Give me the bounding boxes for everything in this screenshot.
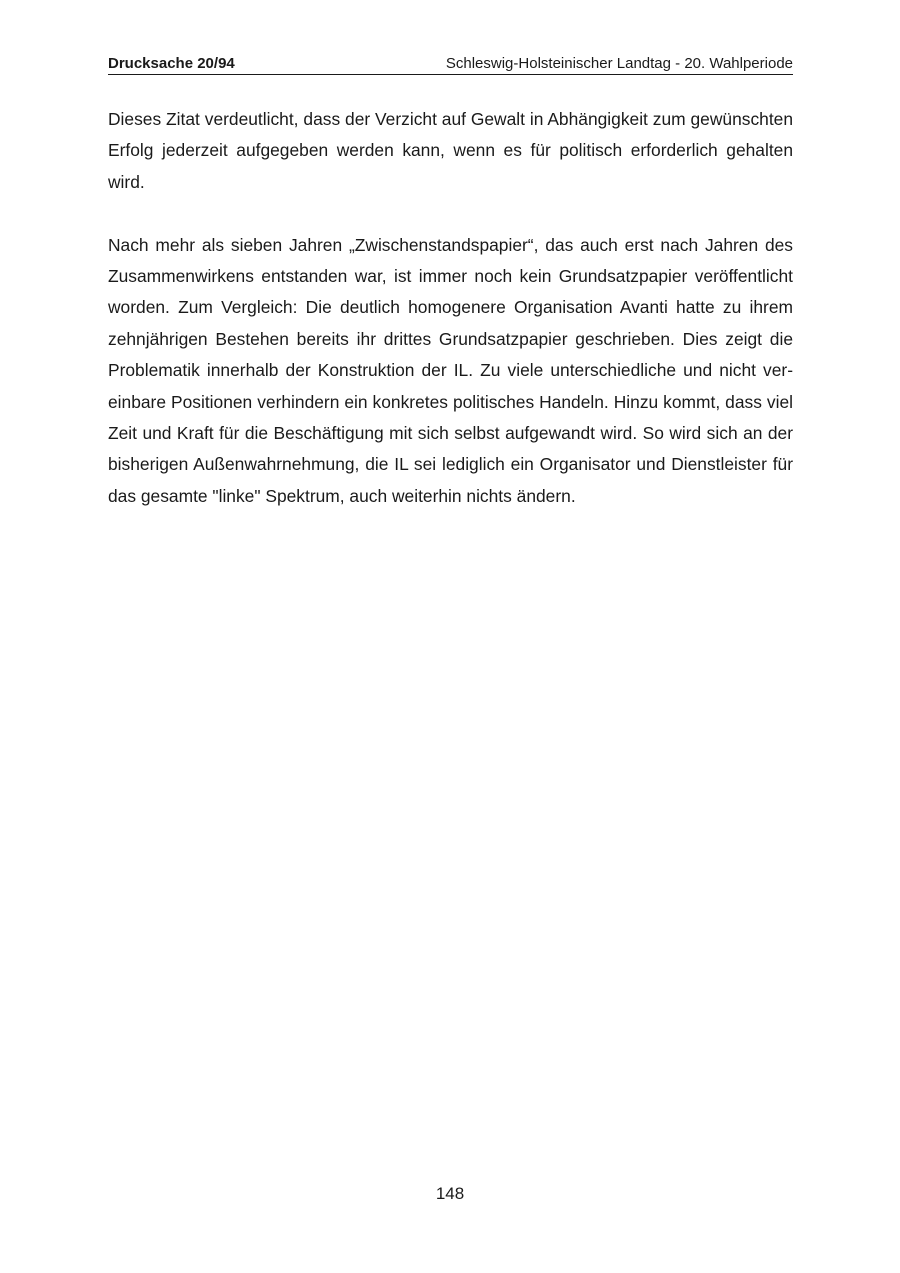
page-number: 148 (435, 1184, 465, 1203)
paragraph-1: Dieses Zitat verdeutlicht, dass der Verzicht auf Gewalt in Abhängigkeit zum gewünschten Erfolg jederzeit aufgegeben werden kann, wenn es für politisch erforderlich gehalten wird. (108, 109, 793, 192)
page-header (108, 54, 793, 75)
document-number: Drucksache 20/94 (108, 55, 235, 72)
paragraph-2: Nach mehr als sieben Jahren „Zwischenstandspapier“, das auch erst nach Jahren des Zusammenwirkens entstanden war, ist immer noch kein Grundsatzpapier veröffentlicht worden. Zum Vergleich: Die deutlich homogenere Organisation Avanti hatte zu ihrem zehnjährigen Bestehen bereits ihr drittes Grundsatzpapier geschrieben. Dies zeigt die Problematik innerhalb der Konstruktion der IL. Zu viele unterschiedliche und nicht vereinbare Positionen verhindern ein konkretes politisches Handeln. Hinzu kommt, dass viel Zeit und Kraft für die Beschäftigung mit sich selbst aufgewandt wird. So wird sich an der bisherigen Außenwahrnehmung, die IL sei lediglich ein Organisator und Dienstleister für das gesamte "linke" Spektrum, auch weiterhin nichts ändern. (108, 234, 793, 506)
body-text (108, 104, 793, 544)
parliament-title: Schleswig-Holsteinischer Landtag - 20. Wahlperiode (445, 55, 793, 72)
